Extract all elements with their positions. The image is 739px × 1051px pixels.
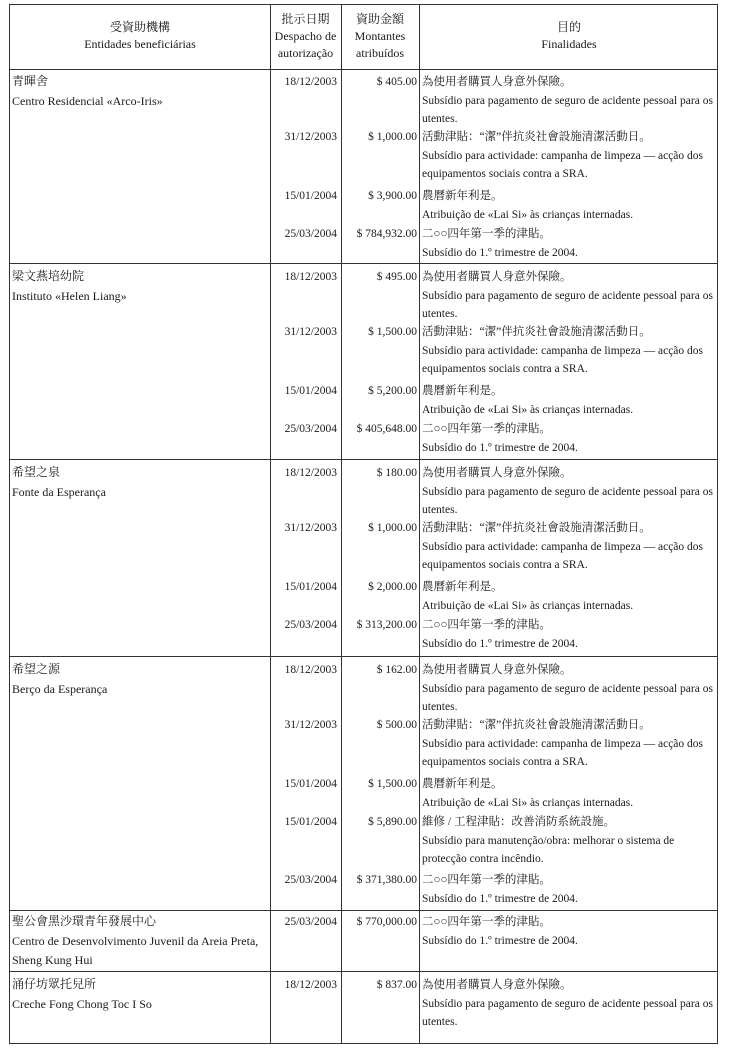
grant-date: 15/01/2004 (284, 778, 337, 790)
grant-purpose (422, 382, 719, 419)
purpose-pt: Subsídio para actividade: campanha de limpeza — acção dos equipamentos sociais contra a SRA. (422, 344, 704, 375)
grant-date: 31/12/2003 (284, 719, 337, 731)
purpose-pt: Subsídio do 1.º trimestre de 2004. (422, 637, 578, 650)
grant-amount: $ 371,380.00 (356, 874, 417, 886)
grant-amount: $ 784,932.00 (356, 228, 417, 240)
grant-purpose (422, 871, 719, 908)
purpose-zh: 二○○四年第一季的津貼。 (422, 619, 551, 631)
purpose-zh: 農曆新年利是。 (422, 778, 503, 790)
purpose-zh: 活動津貼：“潔”伴抗炎社會設施清潔活動日。 (422, 522, 651, 534)
purpose-pt: Subsídio para manutenção/obra: melhorar o sistema de protecção contra incêndio. (422, 834, 675, 865)
group-divider (10, 656, 717, 657)
header-date-pt2: autorização (277, 46, 334, 60)
grant-date: 31/12/2003 (284, 326, 337, 338)
entity-name-pt: Creche Fong Chong Toc I So (12, 996, 152, 1011)
entity-name-pt: Centro de Desenvolvimento Juvenil da Areia Preta, Sheng Kung Hui (12, 933, 259, 967)
entity-name-pt: Fonte da Esperança (12, 484, 106, 499)
purpose-pt: Subsídio para pagamento de seguro de acidente pessoal para os utentes. (422, 289, 713, 320)
grant-date: 25/03/2004 (284, 916, 337, 928)
grant-amount: $ 1,000.00 (368, 131, 417, 143)
grant-purpose (422, 225, 719, 262)
grant-date: 18/12/2003 (284, 271, 337, 283)
header-amount-pt2: atribuídos (356, 46, 404, 60)
grant-purpose (422, 464, 719, 520)
grant-date: 18/12/2003 (284, 76, 337, 88)
entity-name (12, 975, 267, 1014)
purpose-pt: Subsídio para actividade: campanha de limpeza — acção dos equipamentos sociais contra a SRA. (422, 149, 704, 180)
purpose-pt: Atribuição de «Lai Si» às crianças internadas. (422, 208, 634, 221)
purpose-zh: 活動津貼：“潔”伴抗炎社會設施清潔活動日。 (422, 719, 651, 731)
entity-name (12, 72, 267, 111)
header-purpose (419, 19, 719, 53)
purpose-zh: 為使用者購買人身意外保險。 (422, 467, 572, 479)
header-entities-zh: 受資助機構 (109, 20, 170, 34)
header-amount (341, 11, 419, 62)
purpose-zh: 為使用者購買人身意外保險。 (422, 76, 572, 88)
purpose-pt: Subsídio para actividade: campanha de limpeza — acção dos equipamentos sociais contra a SRA. (422, 737, 704, 768)
header-amount-zh: 資助金額 (355, 12, 404, 26)
grant-purpose (422, 616, 719, 653)
header-date-zh: 批示日期 (281, 12, 330, 26)
entity-name-pt: Centro Residencial «Arco-Iris» (12, 93, 163, 108)
grant-date: 18/12/2003 (284, 664, 337, 676)
purpose-zh: 二○○四年第一季的津貼。 (422, 423, 551, 435)
entity-name-zh: 梁文燕培幼院 (12, 269, 85, 283)
entity-name (12, 267, 267, 306)
grant-date: 25/03/2004 (284, 874, 337, 886)
grant-amount: $ 405.00 (376, 76, 417, 88)
group-divider (10, 263, 717, 264)
entity-name (12, 660, 267, 699)
grant-amount: $ 162.00 (376, 664, 417, 676)
grant-amount: $ 180.00 (376, 467, 417, 479)
grant-amount: $ 837.00 (376, 979, 417, 991)
grant-amount: $ 500.00 (376, 719, 417, 731)
grant-date: 15/01/2004 (284, 385, 337, 397)
grant-date: 25/03/2004 (284, 423, 337, 435)
purpose-pt: Subsídio do 1.º trimestre de 2004. (422, 934, 578, 947)
column-divider (341, 5, 342, 1043)
grant-amount: $ 495.00 (376, 271, 417, 283)
purpose-zh: 為使用者購買人身意外保險。 (422, 664, 572, 676)
header-amount-pt1: Montantes (354, 29, 406, 43)
header-date (270, 11, 341, 62)
entity-name (12, 912, 267, 971)
grant-amount: $ 770,000.00 (356, 916, 417, 928)
grant-amount: $ 5,890.00 (368, 816, 417, 828)
header-entities (10, 19, 270, 53)
grant-amount: $ 5,200.00 (368, 385, 417, 397)
grant-purpose (422, 268, 719, 324)
entity-name-pt: Berço da Esperança (12, 681, 108, 696)
grant-amount: $ 3,900.00 (368, 190, 417, 202)
group-divider (10, 459, 717, 460)
purpose-pt: Subsídio para pagamento de seguro de acidente pessoal para os utentes. (422, 682, 713, 713)
grant-amount: $ 405,648.00 (356, 423, 417, 435)
grant-amount: $ 1,500.00 (368, 778, 417, 790)
grant-purpose (422, 661, 719, 717)
header-purpose-zh: 目的 (556, 20, 581, 34)
grant-amount: $ 1,500.00 (368, 326, 417, 338)
purpose-zh: 二○○四年第一季的津貼。 (422, 228, 551, 240)
purpose-zh: 活動津貼：“潔”伴抗炎社會設施清潔活動日。 (422, 131, 651, 143)
purpose-pt: Atribuição de «Lai Si» às crianças internadas. (422, 796, 634, 809)
grant-date: 15/01/2004 (284, 581, 337, 593)
grant-purpose (422, 913, 719, 950)
purpose-zh: 二○○四年第一季的津貼。 (422, 874, 551, 886)
grant-amount: $ 313,200.00 (356, 619, 417, 631)
entity-name-zh: 希望之泉 (12, 465, 61, 479)
purpose-zh: 農曆新年利是。 (422, 581, 503, 593)
grant-purpose (422, 187, 719, 224)
grant-purpose (422, 716, 719, 772)
grant-purpose (422, 73, 719, 129)
grant-date: 18/12/2003 (284, 979, 337, 991)
purpose-pt: Subsídio do 1.º trimestre de 2004. (422, 246, 578, 259)
grant-purpose (422, 323, 719, 379)
entity-name-zh: 聖公會黑沙環青年發展中心 (12, 914, 157, 928)
purpose-zh: 二○○四年第一季的津貼。 (422, 916, 551, 928)
grant-date: 15/01/2004 (284, 816, 337, 828)
grant-date: 25/03/2004 (284, 228, 337, 240)
grant-amount: $ 2,000.00 (368, 581, 417, 593)
grant-purpose (422, 813, 719, 869)
column-divider (270, 5, 271, 1043)
purpose-zh: 為使用者購買人身意外保險。 (422, 979, 572, 991)
grant-purpose (422, 519, 719, 575)
column-divider (419, 5, 420, 1043)
entity-name-zh: 希望之源 (12, 662, 61, 676)
grant-date: 15/01/2004 (284, 190, 337, 202)
grant-purpose (422, 128, 719, 184)
header-entities-pt: Entidades beneficiárias (84, 37, 196, 51)
grant-purpose (422, 775, 719, 812)
purpose-zh: 農曆新年利是。 (422, 190, 503, 202)
grant-amount: $ 1,000.00 (368, 522, 417, 534)
group-divider (10, 910, 717, 911)
purpose-pt: Subsídio para pagamento de seguro de acidente pessoal para os utentes. (422, 997, 713, 1028)
purpose-pt: Atribuição de «Lai Si» às crianças internadas. (422, 403, 634, 416)
header-purpose-pt: Finalidades (541, 37, 597, 51)
header-divider (10, 69, 717, 70)
grant-date: 31/12/2003 (284, 522, 337, 534)
purpose-pt: Subsídio para pagamento de seguro de acidente pessoal para os utentes. (422, 94, 713, 125)
entity-name-pt: Instituto «Helen Liang» (12, 288, 127, 303)
purpose-pt: Subsídio do 1.º trimestre de 2004. (422, 441, 578, 454)
grant-date: 18/12/2003 (284, 467, 337, 479)
grant-date: 25/03/2004 (284, 619, 337, 631)
grant-purpose (422, 420, 719, 457)
grant-date: 31/12/2003 (284, 131, 337, 143)
grant-purpose (422, 976, 719, 1032)
entity-name-zh: 涌仔坊眾托兒所 (12, 977, 97, 991)
entity-name-zh: 青暉舍 (12, 74, 49, 88)
purpose-pt: Subsídio para pagamento de seguro de acidente pessoal para os utentes. (422, 485, 713, 516)
purpose-zh: 為使用者購買人身意外保險。 (422, 271, 572, 283)
header-date-pt1: Despacho de (274, 29, 337, 43)
purpose-pt: Atribuição de «Lai Si» às crianças internadas. (422, 599, 634, 612)
purpose-zh: 農曆新年利是。 (422, 385, 503, 397)
grant-purpose (422, 578, 719, 615)
group-divider (10, 971, 717, 972)
entity-name (12, 463, 267, 502)
grants-table (9, 4, 718, 1044)
purpose-zh: 維修 / 工程津貼：改善消防系統設施。 (422, 816, 615, 828)
purpose-pt: Subsídio do 1.º trimestre de 2004. (422, 892, 578, 905)
purpose-pt: Subsídio para actividade: campanha de limpeza — acção dos equipamentos sociais contra a SRA. (422, 540, 704, 571)
purpose-zh: 活動津貼：“潔”伴抗炎社會設施清潔活動日。 (422, 326, 651, 338)
